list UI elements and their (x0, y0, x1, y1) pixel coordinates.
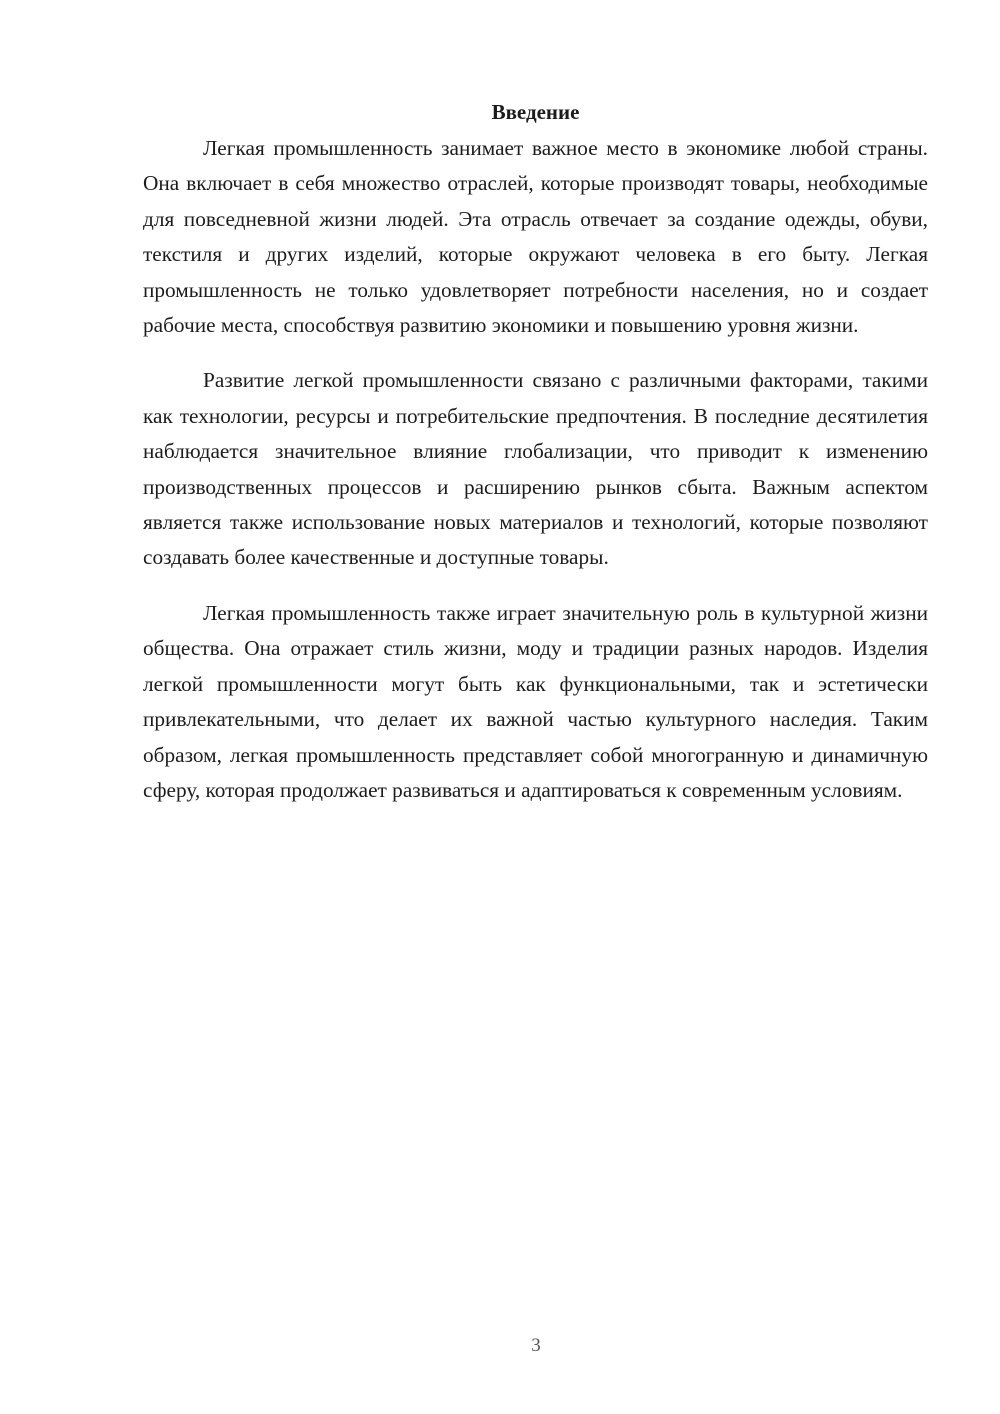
section-title: Введение (491, 100, 580, 124)
page-number: 3 (531, 1335, 541, 1356)
paragraph-2: Развитие легкой промышленности связано с различными факторами, такими как технологии, ресурсы и потребительские предпочтения. В последние десятилетия наблюдается значительное влияние глобализации, что приводит к изменению производственных процессов и расширению рынков сбыта. Важным аспектом является также использование новых материалов и технологий, которые позволяют создавать более качественные и доступные товары. (143, 368, 928, 570)
paragraph-1: Легкая промышленность занимает важное место в экономике любой страны. Она включает в себя множество отраслей, которые производят товары, необходимые для повседневной жизни людей. Эта отрасль отвечает за создание одежды, обуви, текстиля и других изделий, которые окружают человека в его быту. Легкая промышленность не только удовлетворяет потребности населения, но и создает рабочие места, способствуя развитию экономики и повышению уровня жизни. (143, 136, 928, 338)
page-content (143, 98, 928, 828)
paragraph-3: Легкая промышленность также играет значительную роль в культурной жизни общества. Она отражает стиль жизни, моду и традиции разных народов. Изделия легкой промышленности могут быть как функциональными, так и эстетически привлекательными, что делает их важной частью культурного наследия. Таким образом, легкая промышленность представляет собой многогранную и динамичную сферу, которая продолжает развиваться и адаптироваться к современным условиям. (143, 600, 928, 802)
